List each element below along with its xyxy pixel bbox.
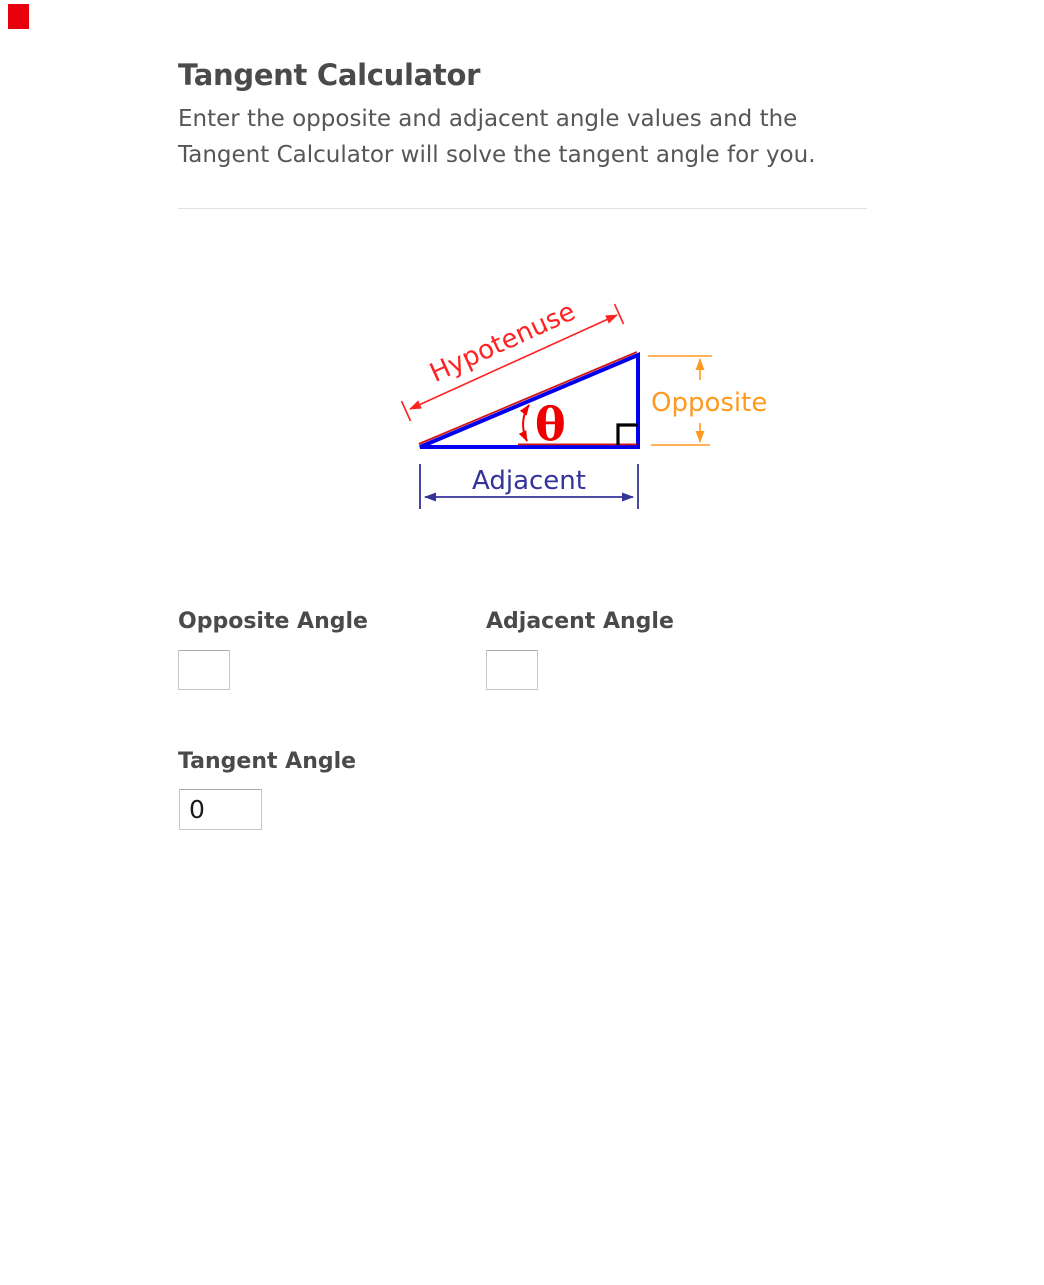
triangle-diagram [396,296,768,518]
theta-angle-arrow [523,405,529,441]
opposite-label: Opposite [651,388,768,418]
triangle-diagram-svg [396,296,768,518]
opposite-angle-label: Opposite Angle [178,609,368,634]
adjacent-angle-label: Adjacent Angle [486,609,674,634]
tangent-angle-input[interactable] [179,789,262,830]
adjacent-label: Adjacent [472,466,586,496]
hypotenuse-label: Hypotenuse [425,296,580,389]
divider [178,208,867,209]
right-angle-icon [618,425,638,445]
theta-label: θ [535,397,566,451]
hypotenuse-dim-tick-right [615,304,624,324]
page-description: Enter the opposite and adjacent angle values and the Tangent Calculator will solve the tangent angle for you. [178,106,816,168]
hypotenuse-dim-tick-left [402,401,411,421]
page-title: Tangent Calculator [178,58,481,92]
adjacent-angle-input[interactable] [486,650,538,690]
opposite-angle-input[interactable] [178,650,230,690]
tangent-angle-label: Tangent Angle [178,749,357,774]
red-marker [8,4,29,29]
